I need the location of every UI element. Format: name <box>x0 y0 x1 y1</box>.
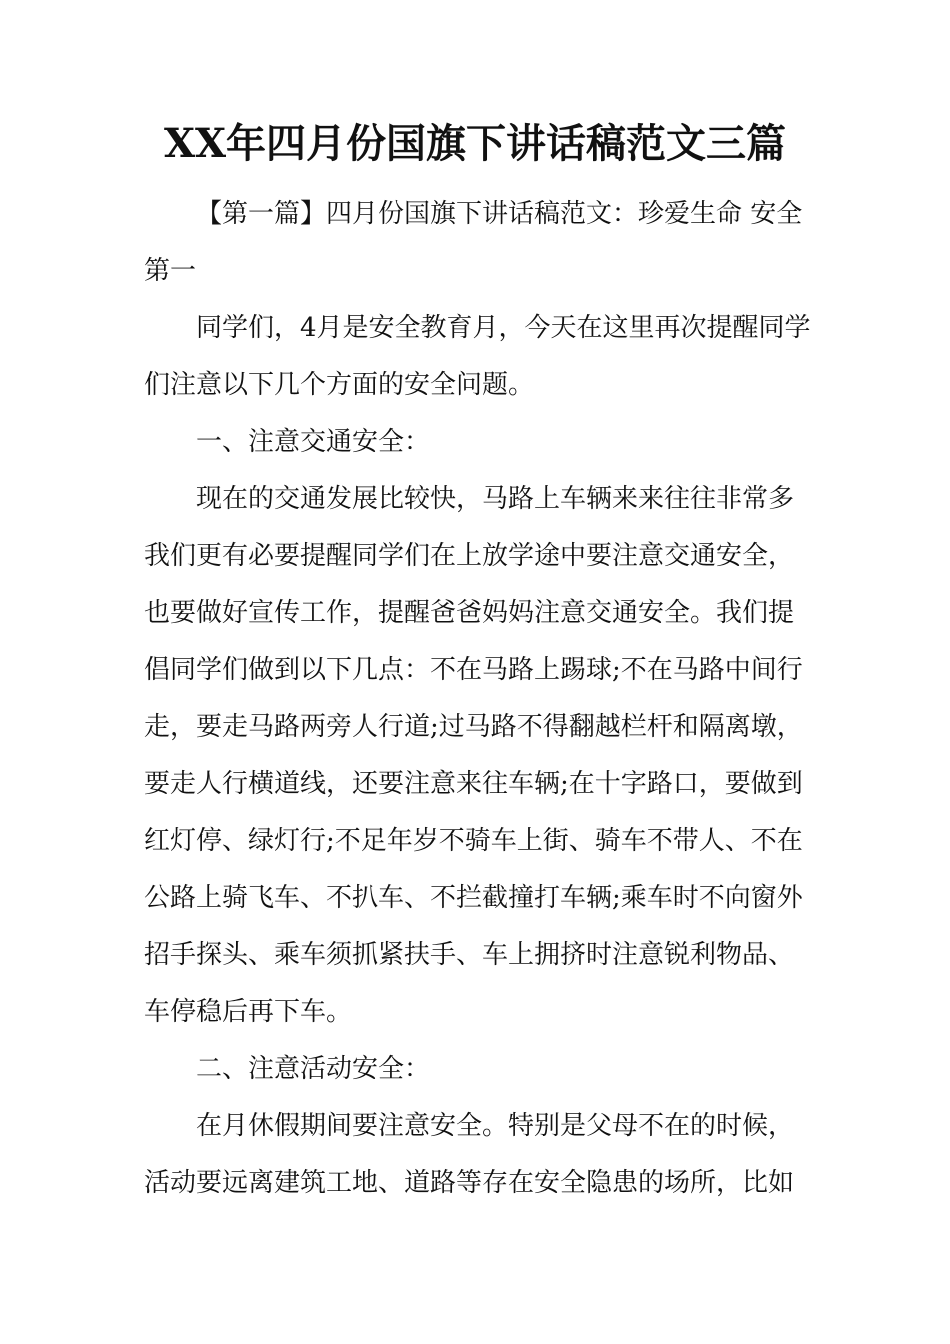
text-line: 要走人行横道线，还要注意来往车辆;在十字路口，要做到 <box>144 769 803 799</box>
document-title: XX年四月份国旗下讲话稿范文三篇 <box>163 120 787 167</box>
text-line: 同学们，4月是安全教育月，今天在这里再次提醒同学 <box>196 313 811 343</box>
text-line: 第一 <box>144 256 197 286</box>
paragraph-traffic-safety <box>144 471 808 1041</box>
text-line: 二、注意活动安全： <box>196 1054 431 1084</box>
text-line: 我们更有必要提醒同学们在上放学途中要注意交通安全， <box>144 541 795 571</box>
text-line: 车停稳后再下车。 <box>144 997 353 1027</box>
text-line: 公路上骑飞车、不扒车、不拦截撞打车辆;乘车时不向窗外 <box>144 883 803 913</box>
text-line: 在月休假期间要注意安全。特别是父母不在的时候， <box>196 1111 795 1141</box>
paragraph-intro <box>144 300 811 414</box>
text-line: 【第一篇】四月份国旗下讲话稿范文：珍爱生命 安全 <box>196 199 803 229</box>
document-body <box>144 186 811 1212</box>
text-line: 活动要远离建筑工地、道路等存在安全隐患的场所，比如 <box>144 1168 795 1198</box>
text-line: 现在的交通发展比较快，马路上车辆来来往往非常多 <box>196 484 795 514</box>
text-line: 走，要走马路两旁人行道;过马路不得翻越栏杆和隔离墩， <box>144 712 803 742</box>
paragraph-subheading-activity <box>144 1041 808 1098</box>
text-line: 倡同学们做到以下几点：不在马路上踢球;不在马路中间行 <box>144 655 803 685</box>
text-line: 红灯停、绿灯行;不足年岁不骑车上街、骑车不带人、不在 <box>144 826 803 856</box>
text-line: 一、注意交通安全： <box>196 427 431 457</box>
text-line: 们注意以下几个方面的安全问题。 <box>144 370 535 400</box>
paragraph-activity-safety <box>144 1098 808 1212</box>
text-line: 招手探头、乘车须抓紧扶手、车上拥挤时注意锐利物品、 <box>144 940 795 970</box>
text-line: 也要做好宣传工作，提醒爸爸妈妈注意交通安全。我们提 <box>144 598 795 628</box>
paragraph-section-heading-1 <box>144 186 808 300</box>
paragraph-subheading-traffic <box>144 414 808 471</box>
